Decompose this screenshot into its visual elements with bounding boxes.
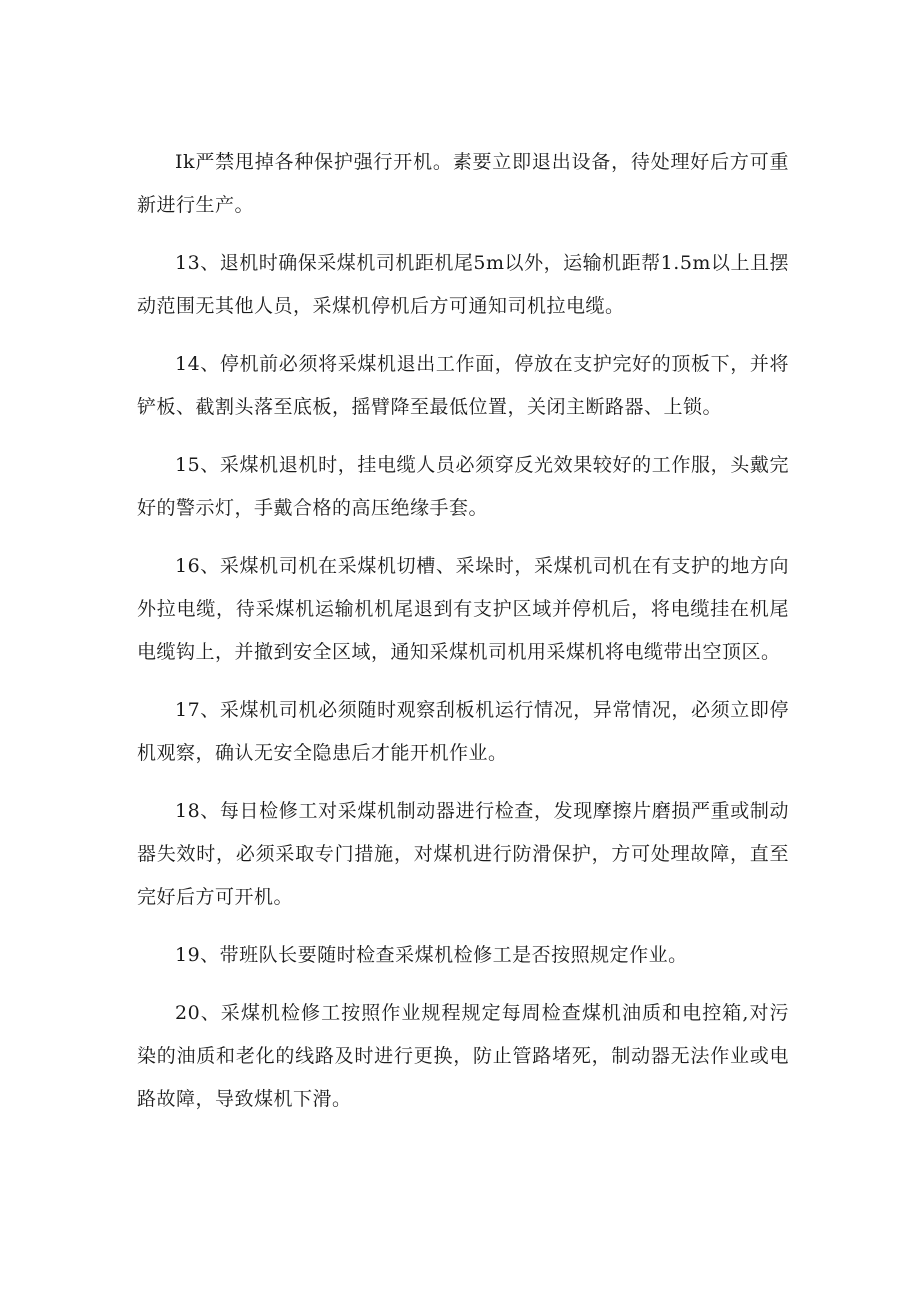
paragraph-item-14: 14、停机前必须将采煤机退出工作面，停放在支护完好的顶板下，并将铲板、截割头落至底板，摇臂降至最低位置，关闭主断路器、上锁。 [137, 353, 789, 418]
document-body [137, 141, 789, 1136]
paragraph-item-16: 16、采煤机司机在采煤机切槽、采垛时，采煤机司机在有支护的地方向外拉电缆，待采煤机运输机机尾退到有支护区域并停机后，将电缆挂在机尾电缆钩上，并撤到安全区域，通知采煤机司机用采煤机将电缆带出空顶区。 [137, 555, 789, 663]
paragraph-item-18: 18、每日检修工对采煤机制动器进行检查，发现摩擦片磨损严重或制动器失效时，必须采取专门措施，对煤机进行防滑保护，方可处理故障，直至完好后方可开机。 [137, 800, 789, 908]
paragraph-item-15: 15、采煤机退机时，挂电缆人员必须穿反光效果较好的工作服，头戴完好的警示灯，手戴合格的高压绝缘手套。 [137, 454, 789, 519]
paragraph-item-ik: Ik严禁甩掉各种保护强行开机。素要立即退出设备，待处理好后方可重新进行生产。 [137, 151, 789, 216]
paragraph-item-20: 20、采煤机检修工按照作业规程规定每周检查煤机油质和电控箱,对污染的油质和老化的线路及时进行更换，防止管路堵死，制动器无法作业或电路故障，导致煤机下滑。 [137, 1002, 789, 1110]
paragraph-item-19: 19、带班队长要随时检查采煤机检修工是否按照规定作业。 [175, 944, 688, 966]
paragraph-item-13: 13、退机时确保采煤机司机距机尾5m以外，运输机距帮1.5m以上且摆动范围无其他人员，采煤机停机后方可通知司机拉电缆。 [137, 252, 789, 317]
paragraph-item-17: 17、采煤机司机必须随时观察刮板机运行情况，异常情况，必须立即停机观察，确认无安全隐患后才能开机作业。 [137, 699, 789, 764]
